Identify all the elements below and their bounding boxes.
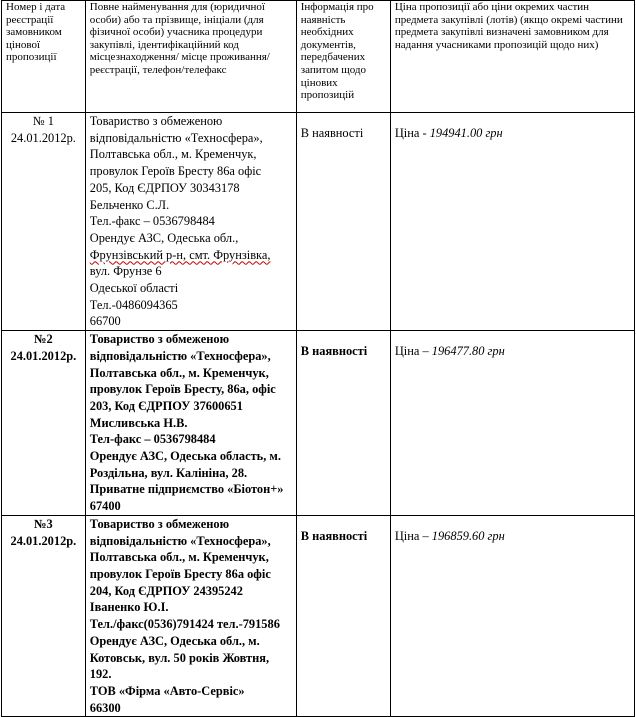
participant-line: Фрунзівський р-н, смт. Фрунзівка, (89, 247, 271, 262)
table-row (2, 515, 635, 716)
participant-line: провулок Героїв Бресту 86а офіс (89, 566, 271, 581)
participant-line: 66300 (89, 700, 121, 715)
participant-line: Тел-факс – 0536798484 (89, 432, 216, 447)
participant-line: 66700 (89, 314, 121, 329)
header-documents: Інформація про наявність необхідних документів, передбачених запитом щодо цінових пропозицій (296, 1, 390, 113)
price-label: Ціна – (394, 344, 432, 359)
price-cell (390, 331, 634, 516)
price-label: Ціна - (394, 126, 430, 140)
price-value: 196477.80 грн (431, 344, 505, 359)
participant-line: вул. Фрунзе 6 (89, 264, 162, 279)
participant-line: Товариство з обмеженою (89, 516, 230, 531)
price-label: Ціна – (394, 528, 432, 543)
documents-cell: В наявності (296, 113, 390, 331)
participant-line: провулок Героїв Бресту, 86а, офіс (89, 382, 276, 397)
participant-cell (85, 331, 296, 516)
participant-line: відповідальністю «Техносфера», (89, 130, 263, 145)
participant-line: Мисливська Н.В. (89, 415, 188, 430)
registration-number: №2 (34, 332, 53, 347)
price-value: 194941.00 грн (429, 126, 503, 140)
participant-line: Полтавська обл., м. Кременчук, (89, 147, 257, 162)
participant-line: 205, Код ЄДРПОУ 30343178 (89, 180, 240, 195)
registration-cell (2, 331, 86, 516)
price-cell (390, 113, 634, 331)
participant-line: Тел./факс(0536)791424 тел.-791586 (89, 617, 280, 632)
participant-line: 67400 (89, 499, 121, 514)
table-row (2, 331, 635, 516)
registration-number: №3 (34, 516, 53, 531)
participant-line: Товариство з обмеженою (89, 114, 223, 128)
participant-line: 192. (89, 667, 112, 682)
participant-line: відповідальністю «Техносфера», (89, 348, 271, 363)
participant-line: ТОВ «Фірма «Авто-Сервіс» (89, 683, 245, 698)
participant-line: відповідальністю «Техносфера», (89, 533, 271, 548)
participant-line: Іваненко Ю.І. (89, 600, 169, 615)
registration-number: № 1 (32, 114, 54, 128)
header-row (2, 1, 635, 113)
participant-line: Роздільна, вул. Калініна, 28. (89, 465, 248, 480)
participant-line: Орендує АЗС, Одеська обл., м. (89, 633, 260, 648)
participant-cell (85, 113, 296, 331)
participant-line: Одеської області (89, 281, 179, 296)
participant-line: 204, Код ЄДРПОУ 24395242 (89, 583, 243, 598)
documents-cell: В наявності (296, 331, 390, 516)
header-registration: Номер і дата реєстрації замовником цінової пропозиції (2, 1, 86, 113)
registration-date: 24.01.2012р. (10, 130, 76, 145)
participant-line: Котовськ, вул. 50 років Жовтня, (89, 650, 270, 665)
header-participant: Повне найменування для (юридичної особи) або та прізвище, ініціали (для фізичної особи) учасника процедури закупівлі, ідентифікаційний код місцезнаходження/ місце проживання/ реєстрації, телефон/телефакс (85, 1, 296, 113)
participant-line: Товариство з обмеженою (89, 332, 230, 347)
registration-cell (2, 515, 86, 716)
registration-date: 24.01.2012р. (10, 533, 77, 548)
participant-line: 203, Код ЄДРПОУ 37600651 (89, 398, 243, 413)
table-row (2, 113, 635, 331)
participant-line: Тел.-факс – 0536798484 (89, 214, 215, 229)
participant-line: Полтавська обл., м. Кременчук, (89, 550, 269, 565)
participant-line: провулок Героїв Бресту 86а офіс (89, 164, 262, 179)
price-value: 196859.60 грн (431, 528, 505, 543)
participant-line: Полтавська обл., м. Кременчук, (89, 365, 269, 380)
participant-line: Приватне підприємство «Біотон+» (89, 482, 284, 497)
participant-line: Орендує АЗС, Одеська область, м. (89, 449, 281, 464)
registration-cell (2, 113, 86, 331)
participant-cell (85, 515, 296, 716)
bids-table (1, 0, 635, 717)
header-price: Ціна пропозиції або ціни окремих частин предмета закупівлі (лотів) (якщо окремі частини предмета закупівлі визначені замовником для надання учасниками пропозицій щодо них) (390, 1, 634, 113)
participant-line: Бельченко С.Л. (89, 197, 170, 212)
participant-line: Тел.-0486094365 (89, 297, 178, 312)
registration-date: 24.01.2012р. (10, 348, 77, 363)
participant-line: Орендує АЗС, Одеська обл., (89, 230, 239, 245)
price-cell (390, 515, 634, 716)
documents-cell: В наявності (296, 515, 390, 716)
